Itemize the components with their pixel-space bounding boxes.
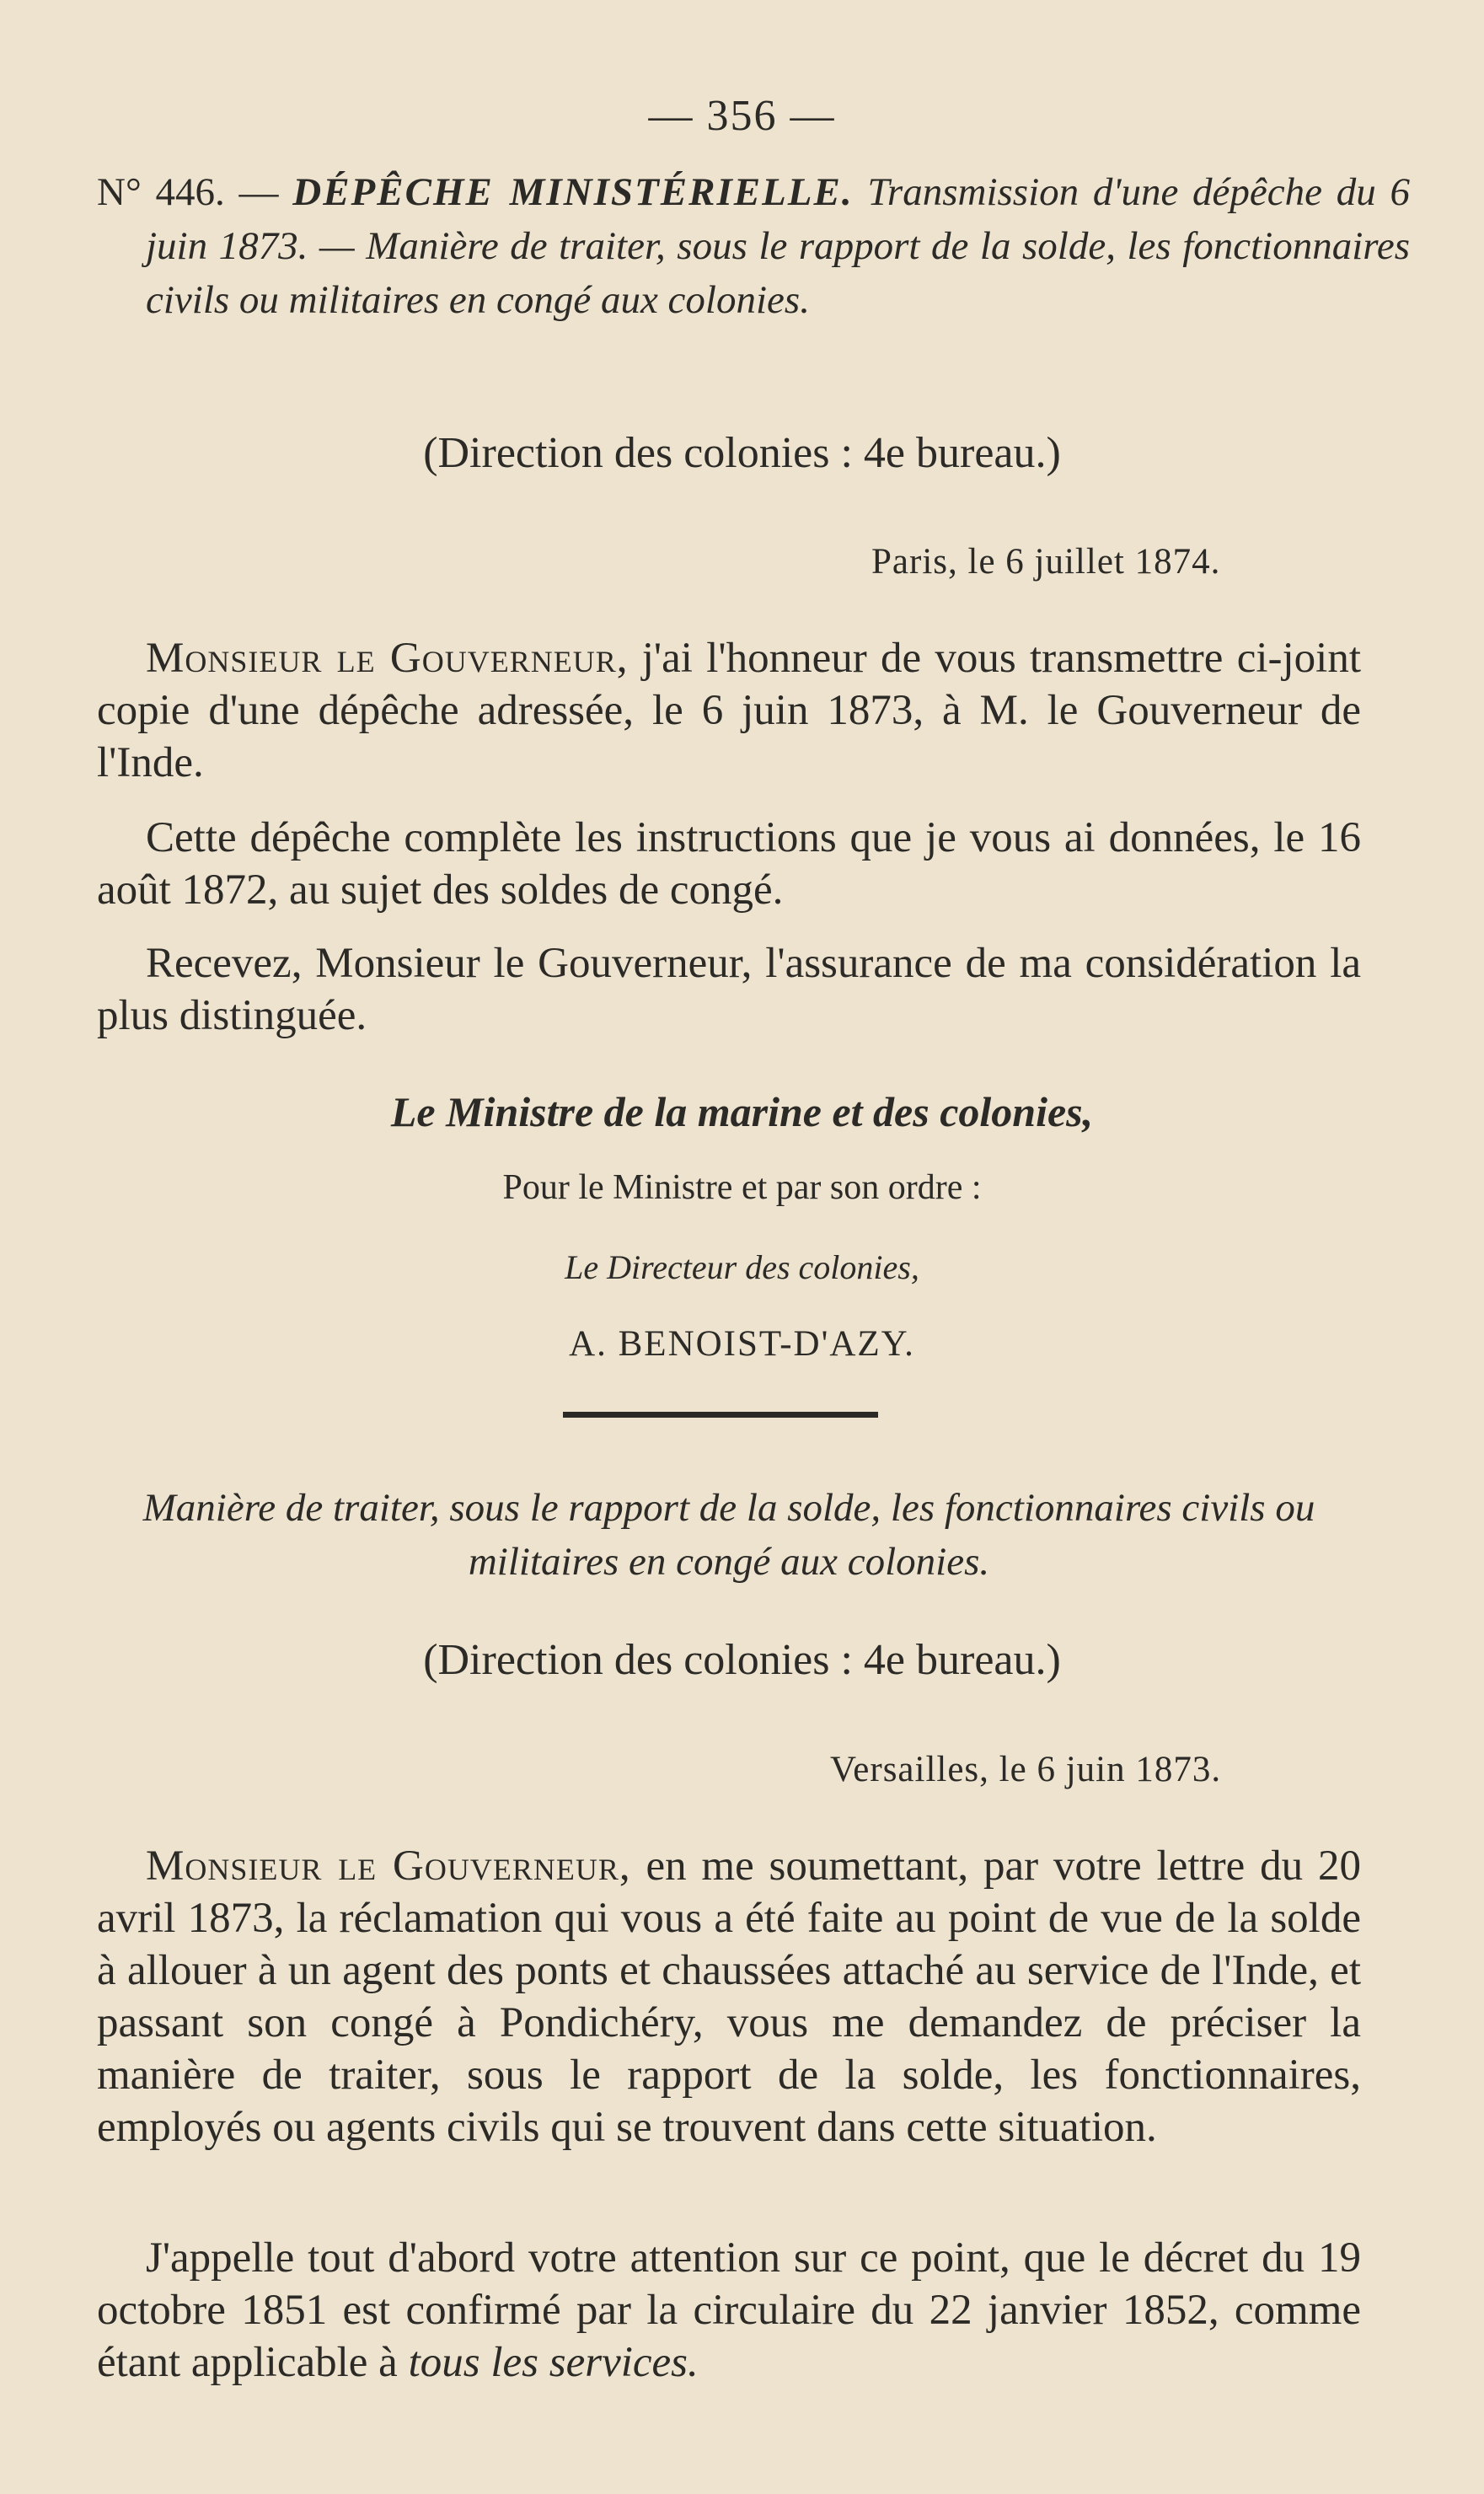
direction-line-1: (Direction des colonies : 4e bureau.) (423, 429, 1061, 477)
signature-order: Pour le Ministre et par son ordre : (502, 1168, 982, 1207)
salutation: Monsieur le Gouverneur, (146, 635, 629, 682)
dateline-1: Paris, le 6 juillet 1874. (871, 542, 1221, 582)
dateline-2: Versailles, le 6 juin 1873. (830, 1750, 1222, 1789)
document-number: N° 446. (97, 170, 225, 214)
heading-text: Transmission d'une dépêche du 6 juin 1873. — Manière de traiter, sous le rapport de la solde, les fonctionnaires civils ou militaires en congé aux colonies. (146, 170, 1410, 322)
letter-1-paragraph-3: Recevez, Monsieur le Gouverneur, l'assurance de ma considération la plus distinguée. (97, 940, 1361, 1039)
section-subtitle: Manière de traiter, sous le rapport de la solde, les fonctionnaires civils ou militaires en congé aux colonies. (142, 1486, 1315, 1584)
page-number: — 356 — (648, 92, 836, 140)
emphasis-text: tous les services. (408, 2339, 699, 2386)
section-divider (563, 1412, 878, 1418)
signature-director: Le Directeur des colonies, (565, 1248, 919, 1286)
paragraph-text: J'appelle tout d'abord votre attention sur ce point, que le décret du 19 octobre 1851 est confirmé par la circulaire du 22 janvier 1852, comme étant applicable à (97, 2234, 1361, 2386)
letter-2-paragraph-2 (97, 2232, 1361, 2389)
direction-line-2: (Direction des colonies : 4e bureau.) (423, 1636, 1061, 1684)
letter-2-paragraph-1 (97, 1840, 1361, 2153)
paragraph-text: en me soumettant, par votre lettre du 20 avril 1873, la réclamation qui vous a été faite au point de vue de la solde à allouer à un agent des ponts et chaussées attaché au service de l'Inde, et passant son congé à Pondichéry, vous me demandez de préciser la manière de traiter, sous le rapport de la solde, les fonctionnaires, employés ou agents civils qui se trouvent dans cette situation. (97, 1842, 1361, 2151)
document-heading (97, 165, 1410, 327)
letter-1-paragraph-1 (97, 632, 1361, 789)
salutation: Monsieur le Gouverneur, (146, 1842, 631, 1890)
paragraph-text: j'ai l'honneur de vous transmettre ci-joint copie d'une dépêche adressée, le 6 juin 1873, à M. le Gouverneur de l'Inde. (97, 635, 1361, 786)
signature-name: A. BENOIST-D'AZY. (569, 1324, 915, 1364)
heading-dash: — (238, 170, 279, 214)
signature-minister: Le Ministre de la marine et des colonies, (390, 1088, 1094, 1135)
heading-title: DÉPÊCHE MINISTÉRIELLE. (292, 170, 854, 214)
letter-1-paragraph-2: Cette dépêche complète les instructions que je vous ai données, le 16 août 1872, au sujet des soldes de congé. (97, 814, 1361, 914)
